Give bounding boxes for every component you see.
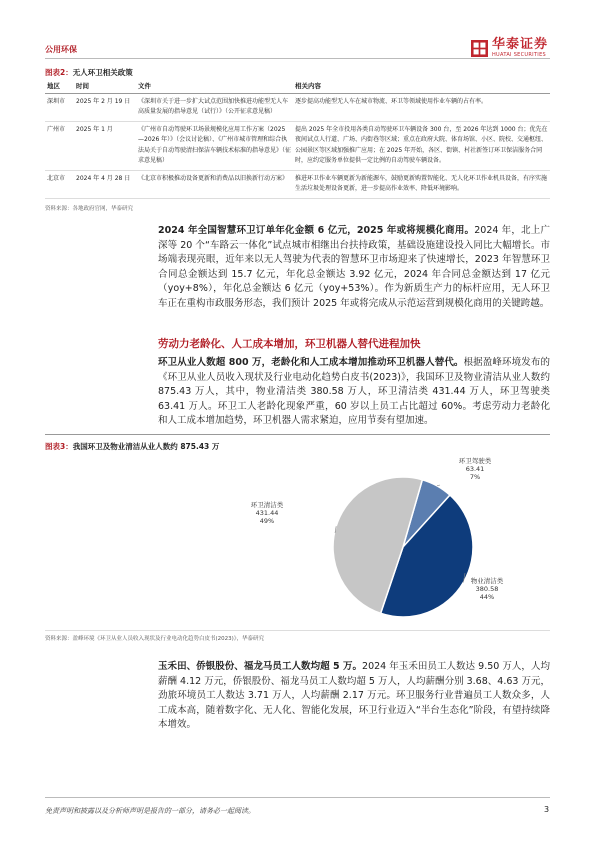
pie-label-1: 环卫驾驶类 63.41 7%: [458, 457, 492, 481]
cell-doc: 《广州市自动驾驶环卫场景规模化应用工作方案（2025—2026 年）》（会议讨论稿）、《广州市城市管理和综合执法局关于自动驾驶清扫保洁车辆技术标准的指导意见》（征求意见稿）: [136, 121, 293, 170]
huatai-logo-icon: [471, 40, 488, 57]
figure3-label: 图表3：: [45, 442, 73, 451]
pie-chart: [45, 455, 550, 630]
paragraph-workers: [158, 356, 550, 429]
header-divider: [45, 58, 550, 59]
col-date: 时间: [74, 80, 136, 93]
logo-en: HUATAI SECURITIES: [492, 52, 546, 58]
figure2-title-text: 无人环卫相关政策: [72, 68, 133, 77]
figure3-title: [45, 441, 219, 452]
figure2-label: 图表2：: [45, 68, 73, 77]
cell-content: 提出 2025 年全市投用各类自动驾驶环卫车辆设备 300 台，至 2026 年达到 1000 台；优先在夜间试点人行道、广场、内街巷等区域；重点在政府大院、体育场馆、小区、院校、交通枢纽、公园景区等区域加强推广应用；在 2025 年开始，各区、街镇、村社新签订环卫保洁服务合同时，应约定服务单位提供一定比例的自动驾驶车辆设备。: [293, 121, 550, 170]
figure3-source: 资料来源：盈峰环境《环卫从业人员收入现状及行业电动化趋势白皮书(2023)》，华泰研究: [45, 636, 265, 642]
figure3-bottom-divider: [45, 630, 550, 631]
paragraph-market: [158, 224, 550, 312]
col-region: 地区: [45, 80, 74, 93]
col-doc: 文件: [136, 80, 293, 93]
cell-region: 北京市: [45, 170, 74, 198]
paragraph-market-body: 2024 年，北上广深等 20 个“车路云一体化”试点城市相继出台扶持政策，基础设施建设投入同比大幅增长。市场端表现亮眼，近年来以无人驾驶为代表的智慧环卫市场迎来了快速增长，2023 年智慧环卫合同总金额达到 15.7 亿元，年化总金额达 3.92 亿元，2024 年合同总金额达到 17 亿元（yoy+8%），年化总金额达 6 亿元（yoy+53%）。作为新质生产力的标杆应用，无人环卫车正在重构市政服务形态，我们预计 2025 年或将完成从示范运营到规模化商用的关键跨越。: [158, 225, 550, 309]
cell-date: 2025 年 2 月 19 日: [74, 93, 136, 121]
pie-leader-line-1: [437, 485, 440, 486]
section-heading: 劳动力老龄化、人工成本增加，环卫机器人替代进程加快: [158, 338, 421, 350]
cell-date: 2024 年 4 月 28 日: [74, 170, 136, 198]
policy-table: [45, 80, 550, 199]
cell-content: 逐步提高功能型无人车在城市物流、环卫等领域使用作业车辆的占有率。: [293, 93, 550, 121]
table-header-row: [45, 80, 550, 93]
report-category: 公用环保: [45, 45, 77, 54]
table-row: [45, 121, 550, 170]
page-number: 3: [544, 805, 550, 814]
figure2-title: [45, 67, 133, 78]
paragraph-companies-body: 2024 年玉禾田员工人数达 9.50 万人，人均薪酬 4.12 万元，侨银股份、福龙马员工人数均超 5 万人，人均薪酬分别 3.68、4.63 万元，劲旅环境员工人数达 3.71 万人，人均薪酬 2.17 万元。环卫服务行业普遍员工人数众多，人工成本高，随着数字化、无人化、智能化发展，环卫行业迈入“半台生态化”阶段，有望持续降本增效。: [158, 661, 550, 731]
cell-doc: 《北京市积极推动设备更新和消费品以旧换新行动方案》: [136, 170, 293, 198]
footer-disclaimer: 免责声明和披露以及分析师声明是报告的一部分，请务必一起阅读。: [45, 807, 255, 815]
cell-region: 深圳市: [45, 93, 74, 121]
figure3-top-divider: [45, 434, 550, 435]
paragraph-workers-lead: 环卫从业人数超 800 万，老龄化和人工成本增加推动环卫机器人替代。: [158, 357, 464, 368]
table-row: [45, 170, 550, 198]
cell-content: 推进环卫作业车辆更新为新能源车，鼓励更新购置智能化、无人化环卫作业机具设备，有序实施生活垃圾处理设备更新，进一步提高作业效率、降低环境影响。: [293, 170, 550, 198]
cell-region: 广州市: [45, 121, 74, 170]
table-source: 资料来源：各地政府官网，华泰研究: [45, 206, 134, 212]
logo-cn: 华泰证券: [492, 37, 549, 52]
paragraph-workers-body: 根据盈峰环境发布的《环卫从业人员收入现状及行业电动化趋势白皮书(2023)》，我国环卫及物业清洁从业人数约 875.43 万人，其中，物业清洁类 380.58 万人，环卫清洁类 431.44 万人，环卫驾驶类 63.41 万人。环卫工人老龄化现象严重，60 岁以上员工占比超过 60%。考虑劳动力老龄化和人工成本增加趋势，环卫机器人需求紧迫，应用节奏有望加速。: [158, 357, 550, 427]
cell-doc: 《深圳市关于进一步扩大试点范围加快推进功能型无人车高质量发展的指导意见（试行）》（公开征求意见稿）: [136, 93, 293, 121]
paragraph-companies-lead: 玉禾田、侨银股份、福龙马员工人数均超 5 万。: [158, 661, 363, 672]
paragraph-market-lead: 2024 年全国智慧环卫订单年化金额 6 亿元，2025 年或将规模化商用。: [158, 225, 475, 236]
figure3-title-text: 我国环卫及物业清洁从业人数约 875.43 万: [72, 442, 220, 451]
paragraph-companies: [158, 660, 550, 733]
cell-date: 2025 年 1 月: [74, 121, 136, 170]
pie-label-3: 环卫清洁类 431.44 49%: [250, 501, 284, 525]
huatai-logo: [471, 38, 548, 58]
footer-divider: [45, 797, 550, 798]
col-content: 相关内容: [293, 80, 550, 93]
pie-label-2: 物业清洁类 380.58 44%: [470, 577, 504, 601]
table-row: [45, 93, 550, 121]
